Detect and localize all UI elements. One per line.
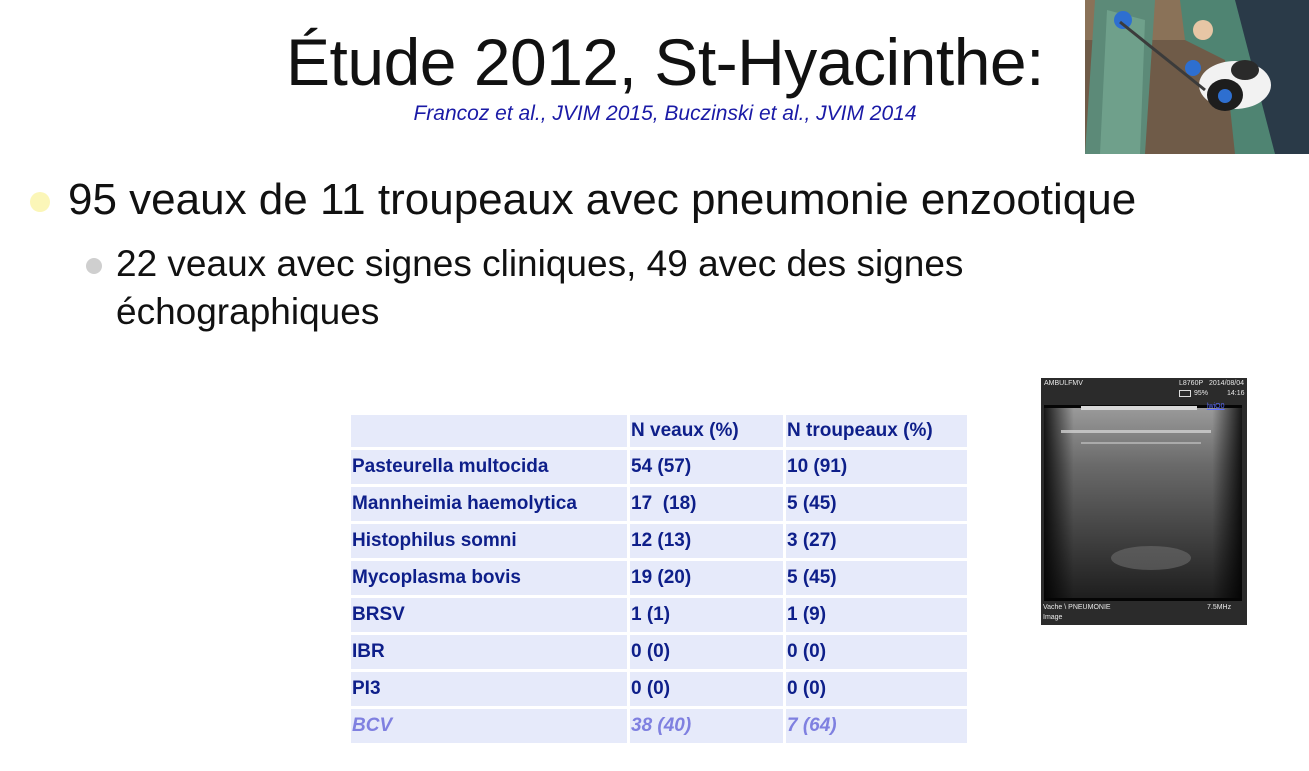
table-header-cell: N troupeaux (%) bbox=[786, 415, 967, 447]
table-cell: Pasteurella multocida bbox=[351, 450, 627, 484]
us-frequency: 7.5MHz bbox=[1207, 604, 1232, 611]
bullet-level1: 95 veaux de 11 troupeaux avec pneumonie enzootique bbox=[68, 175, 1137, 224]
slide-title: Étude 2012, St-Hyacinthe: bbox=[286, 25, 1044, 99]
bullet-icon bbox=[30, 192, 50, 212]
bullet-level2: 22 veaux avec signes cliniques, 49 avec des signes échographiques bbox=[116, 243, 964, 332]
table-cell: 38 (40) bbox=[630, 709, 783, 743]
table-cell: 1 (1) bbox=[630, 598, 783, 632]
table-row bbox=[351, 672, 967, 706]
table-header-cell bbox=[351, 415, 627, 447]
table-row bbox=[351, 450, 967, 484]
slide-subtitle: Francoz et al., JVIM 2015, Buczinski et al., JVIM 2014 bbox=[413, 102, 917, 125]
us-image-label: Image bbox=[1043, 614, 1063, 621]
table-cell: 12 (13) bbox=[630, 524, 783, 558]
table-cell: 0 (0) bbox=[786, 672, 967, 706]
table-cell: BCV bbox=[351, 709, 627, 743]
sub-bullet-icon bbox=[86, 258, 102, 274]
table-cell: 0 (0) bbox=[786, 635, 967, 669]
us-date: 2014/08/04 bbox=[1209, 380, 1245, 387]
us-link: lwiQ0 bbox=[1207, 403, 1225, 410]
table-cell: 5 (45) bbox=[786, 487, 967, 521]
table-cell: 10 (91) bbox=[786, 450, 967, 484]
table-cell: 0 (0) bbox=[630, 672, 783, 706]
table-header-row bbox=[351, 415, 967, 447]
ultrasound-image bbox=[1041, 378, 1247, 625]
table-cell: BRSV bbox=[351, 598, 627, 632]
table-cell: 17 (18) bbox=[630, 487, 783, 521]
table-row bbox=[351, 635, 967, 669]
table-cell: IBR bbox=[351, 635, 627, 669]
table-cell: Histophilus somni bbox=[351, 524, 627, 558]
table-cell: 3 (27) bbox=[786, 524, 967, 558]
us-probe: L8760P bbox=[1179, 380, 1204, 387]
table-header-cell: N veaux (%) bbox=[630, 415, 783, 447]
us-exam: Vache \ PNEUMONIE bbox=[1043, 604, 1111, 611]
table-cell: 0 (0) bbox=[630, 635, 783, 669]
table-cell: 19 (20) bbox=[630, 561, 783, 595]
table-cell: PI3 bbox=[351, 672, 627, 706]
calf-photo bbox=[1085, 0, 1309, 154]
table-cell: Mycoplasma bovis bbox=[351, 561, 627, 595]
pathogen-table bbox=[348, 412, 970, 746]
table-cell: 5 (45) bbox=[786, 561, 967, 595]
table-row bbox=[351, 709, 967, 743]
us-top-left: AMBULFMV bbox=[1044, 380, 1083, 387]
table-row bbox=[351, 561, 967, 595]
table-cell: Mannheimia haemolytica bbox=[351, 487, 627, 521]
us-battery: 95% bbox=[1194, 390, 1209, 397]
table-row bbox=[351, 487, 967, 521]
table-row bbox=[351, 524, 967, 558]
battery-icon bbox=[1179, 390, 1191, 397]
table-cell: 1 (9) bbox=[786, 598, 967, 632]
us-time: 14:16 bbox=[1227, 390, 1245, 397]
table-row bbox=[351, 598, 967, 632]
table-cell: 54 (57) bbox=[630, 450, 783, 484]
table-cell: 7 (64) bbox=[786, 709, 967, 743]
